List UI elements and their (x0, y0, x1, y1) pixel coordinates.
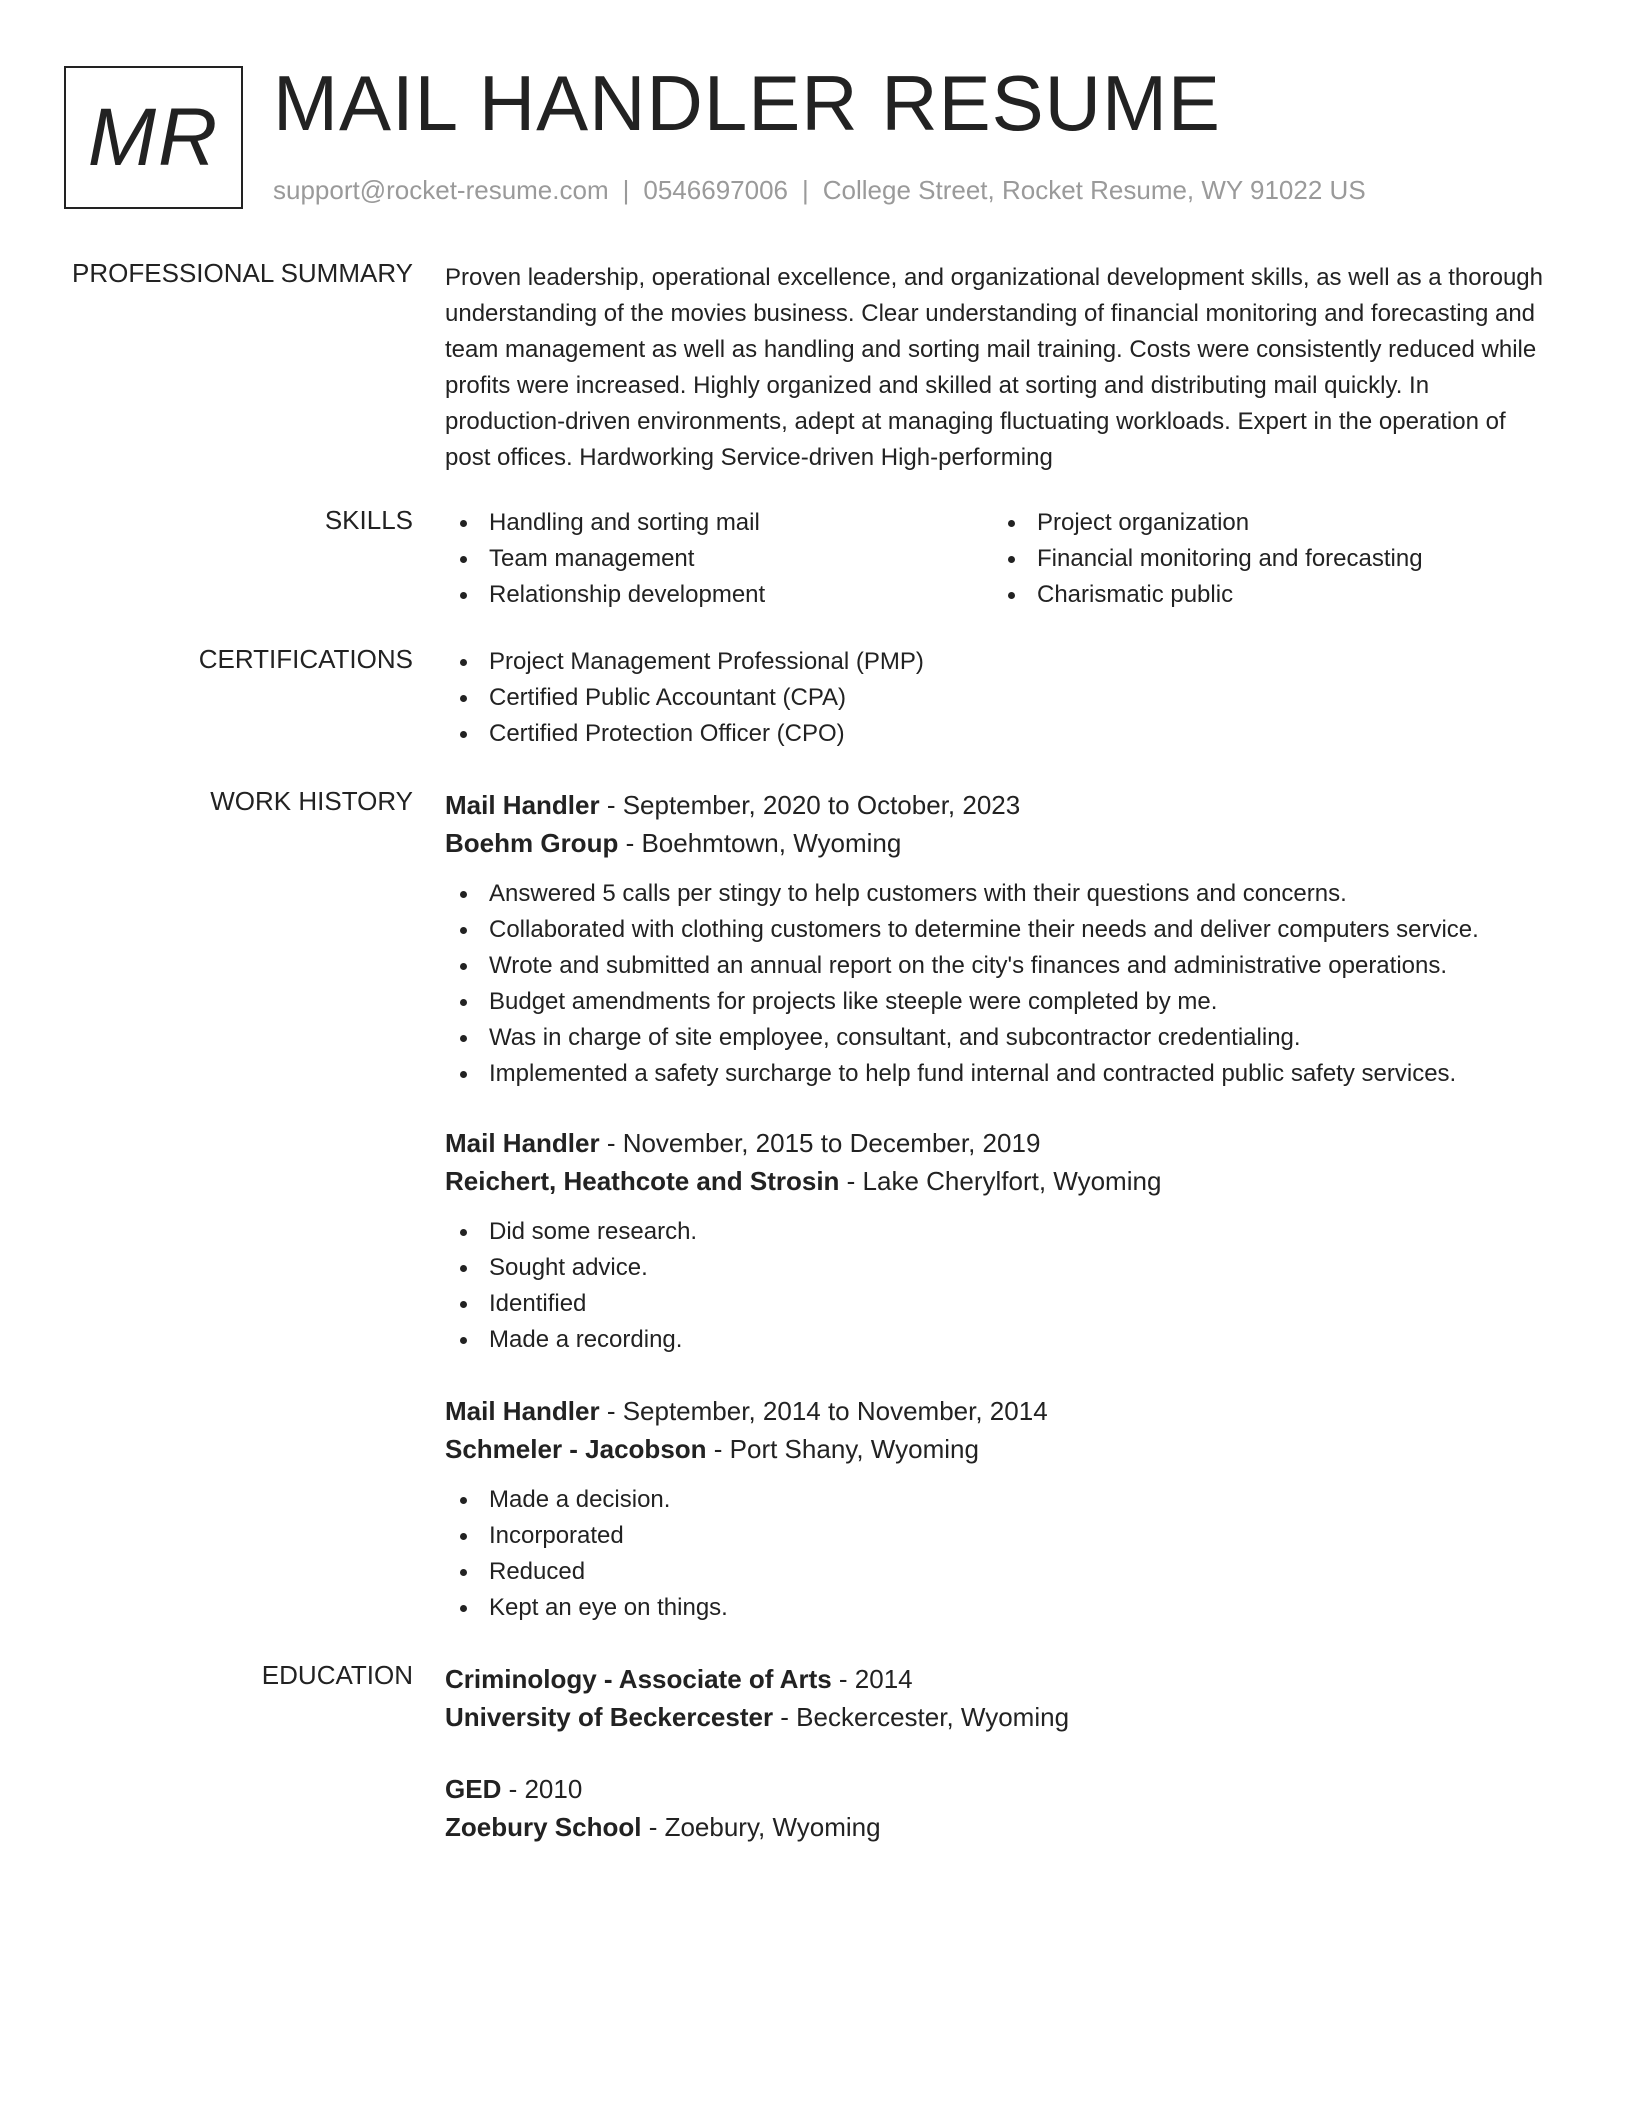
certification-item: Project Management Professional (PMP) (445, 644, 1545, 680)
certification-item: Certified Public Accountant (CPA) (445, 680, 1545, 716)
job-title-line (445, 786, 1545, 824)
section-label-work-history: WORK HISTORY (210, 786, 413, 816)
degree-line (445, 1770, 1545, 1808)
job-duty: Did some research. (445, 1214, 1545, 1250)
job-location: - Lake Cherylfort, Wyoming (839, 1166, 1162, 1196)
skill-item: Charismatic public (993, 577, 1541, 613)
contact-separator: | (802, 175, 809, 205)
section-label-education: EDUCATION (261, 1660, 413, 1690)
job-title-line (445, 1392, 1545, 1430)
contact-email: support@rocket-resume.com (273, 175, 609, 205)
school-line (445, 1808, 1545, 1846)
job-company: Reichert, Heathcote and Strosin (445, 1166, 840, 1196)
job-duty: Sought advice. (445, 1250, 1545, 1286)
job-duty: Implemented a safety surcharge to help fund internal and contracted public safety services. (445, 1056, 1545, 1092)
education-entry (445, 1660, 1545, 1736)
summary-text: Proven leadership, operational excellence, and organizational development skills, as well as a thorough understanding of the movies business. Clear understanding of financial monitoring and forecasting and team management as well as handling and sorting mail training. Costs were consistently reduced while profits were increased. Highly organized and skilled at sorting and distributing mail quickly. In production-driven environments, adept at managing fluctuating workloads. Expert in the operation of post offices. Hardworking Service-driven High-performing (445, 264, 1543, 471)
job-duty: Answered 5 calls per stingy to help customers with their questions and concerns. (445, 876, 1545, 912)
job-duties-list (445, 1482, 1545, 1626)
job-duty: Reduced (445, 1554, 1545, 1590)
skill-item: Financial monitoring and forecasting (993, 541, 1541, 577)
job-entry (445, 1124, 1545, 1358)
job-duty: Identified (445, 1286, 1545, 1322)
contact-phone: 0546697006 (643, 175, 788, 205)
job-role: Mail Handler (445, 790, 600, 820)
monogram-initials: MR (87, 91, 220, 183)
skill-item: Team management (445, 541, 993, 577)
job-company-line (445, 1430, 1545, 1468)
job-duties-list (445, 1214, 1545, 1358)
job-duty: Kept an eye on things. (445, 1590, 1545, 1626)
school-location: - Zoebury, Wyoming (641, 1812, 881, 1842)
section-label-certifications: CERTIFICATIONS (198, 644, 413, 674)
contact-address: College Street, Rocket Resume, WY 91022 US (822, 175, 1366, 205)
contact-line (273, 175, 1366, 206)
skill-item: Handling and sorting mail (445, 505, 993, 541)
education-entry (445, 1770, 1545, 1846)
skill-item: Relationship development (445, 577, 993, 613)
job-company: Boehm Group (445, 828, 619, 858)
section-label-skills: SKILLS (324, 505, 413, 535)
job-duty: Was in charge of site employee, consultant, and subcontractor credentialing. (445, 1020, 1545, 1056)
school-name: Zoebury School (445, 1812, 642, 1842)
school-location: - Beckercester, Wyoming (773, 1702, 1070, 1732)
job-company-line (445, 824, 1545, 862)
certifications-list (445, 644, 1545, 752)
degree-year: - 2010 (501, 1774, 583, 1804)
section-label-summary: PROFESSIONAL SUMMARY (72, 258, 413, 288)
job-location: - Port Shany, Wyoming (706, 1434, 979, 1464)
job-title-line (445, 1124, 1545, 1162)
job-duty: Wrote and submitted an annual report on the city's finances and administrative operations. (445, 948, 1545, 984)
resume-title: MAIL HANDLER RESUME (273, 59, 1221, 147)
job-role: Mail Handler (445, 1396, 600, 1426)
job-entry (445, 786, 1545, 1092)
job-location: - Boehmtown, Wyoming (618, 828, 902, 858)
school-name: University of Beckercester (445, 1702, 774, 1732)
degree-name: GED (445, 1774, 502, 1804)
contact-separator: | (622, 175, 630, 205)
job-company: Schmeler - Jacobson (445, 1434, 707, 1464)
monogram-box (64, 66, 243, 209)
job-duty: Incorporated (445, 1518, 1545, 1554)
job-dates: - November, 2015 to December, 2019 (599, 1128, 1041, 1158)
job-duty: Budget amendments for projects like steeple were completed by me. (445, 984, 1545, 1020)
job-role: Mail Handler (445, 1128, 600, 1158)
skills-column-right (993, 505, 1541, 613)
certification-item: Certified Protection Officer (CPO) (445, 716, 1545, 752)
job-entry (445, 1392, 1545, 1626)
degree-line (445, 1660, 1545, 1698)
skills-column-left (445, 505, 993, 613)
job-dates: - September, 2020 to October, 2023 (599, 790, 1021, 820)
degree-name: Criminology - Associate of Arts (445, 1664, 832, 1694)
job-duties-list (445, 876, 1545, 1092)
skill-item: Project organization (993, 505, 1541, 541)
job-duty: Collaborated with clothing customers to determine their needs and deliver computers service. (445, 912, 1545, 948)
school-line (445, 1698, 1545, 1736)
job-duty: Made a decision. (445, 1482, 1545, 1518)
job-dates: - September, 2014 to November, 2014 (599, 1396, 1048, 1426)
degree-year: - 2014 (831, 1664, 913, 1694)
job-duty: Made a recording. (445, 1322, 1545, 1358)
job-company-line (445, 1162, 1545, 1200)
